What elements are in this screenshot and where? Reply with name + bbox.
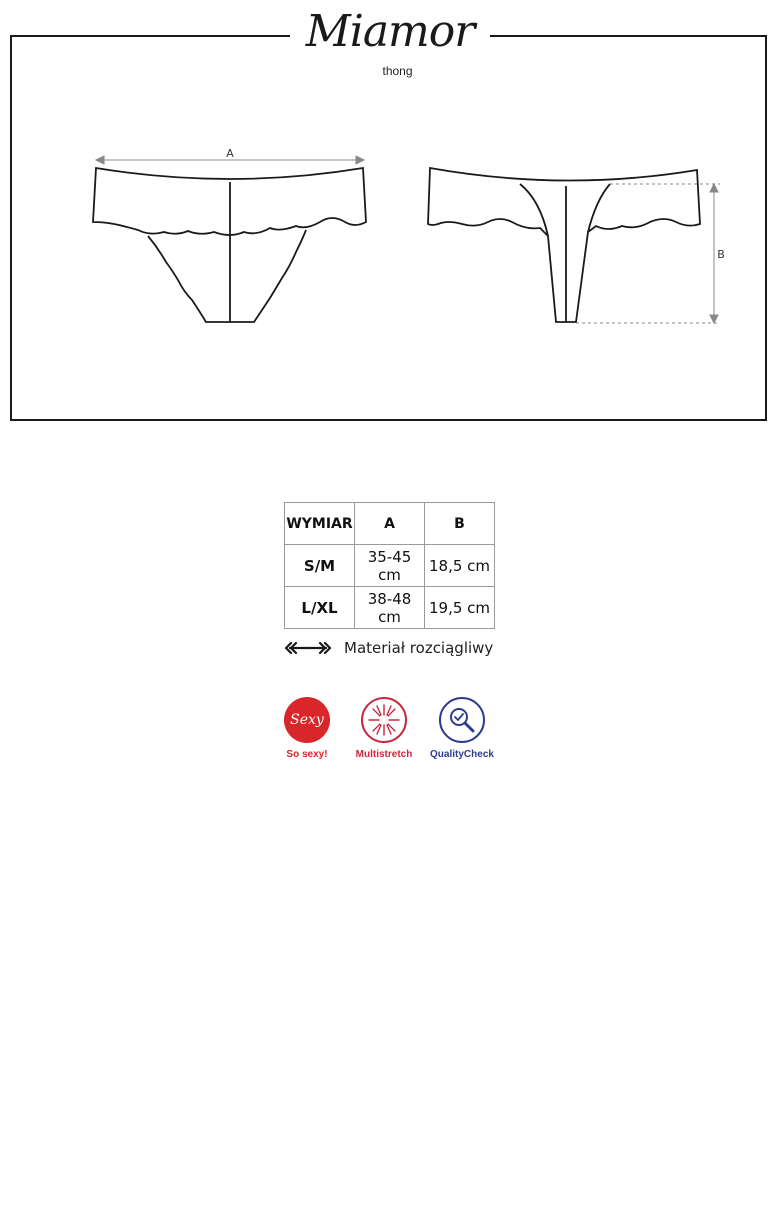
- thong-diagram: [0, 0, 780, 440]
- label-b: B: [717, 248, 725, 261]
- back-view: [428, 168, 700, 322]
- sexy-icon: Sexy: [284, 697, 330, 743]
- front-view: [93, 168, 366, 322]
- multistretch-icon: [361, 697, 407, 743]
- size-table: [284, 502, 495, 629]
- product-type: thong: [382, 64, 413, 78]
- badge-multistretch: [344, 697, 424, 760]
- brand-logo: Miamor: [305, 6, 475, 57]
- size-label: S/M: [285, 545, 355, 587]
- header-wymiar: WYMIAR: [285, 503, 355, 545]
- table-row: [285, 545, 495, 587]
- badge-quality-check: [422, 697, 502, 760]
- material-note: [284, 636, 493, 660]
- size-b-value: 19,5 cm: [425, 587, 495, 629]
- quality-check-icon: [439, 697, 485, 743]
- header-a: A: [355, 503, 425, 545]
- badge-label: Multistretch: [355, 749, 413, 760]
- stretch-arrows-icon: [284, 640, 332, 656]
- badge-label: QualityCheck: [430, 749, 494, 760]
- size-b-value: 18,5 cm: [425, 545, 495, 587]
- table-header-row: [285, 503, 495, 545]
- size-a-value: 35-45 cm: [355, 545, 425, 587]
- badge-so-sexy: [267, 697, 347, 760]
- material-text: Materiał rozciągliwy: [344, 639, 494, 657]
- label-a: A: [226, 147, 234, 160]
- size-label: L/XL: [285, 587, 355, 629]
- table-row: [285, 587, 495, 629]
- header-b: B: [425, 503, 495, 545]
- badge-label: So sexy!: [286, 749, 328, 760]
- size-a-value: 38-48 cm: [355, 587, 425, 629]
